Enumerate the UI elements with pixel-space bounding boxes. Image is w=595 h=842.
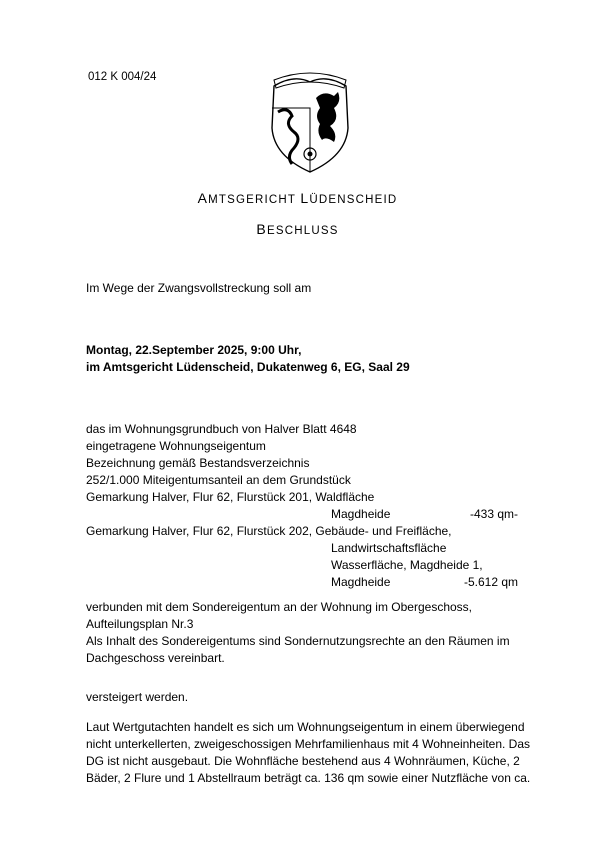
property-line [86, 506, 536, 523]
appraisal-text [86, 719, 536, 787]
parcel-location: Magdheide [331, 507, 391, 521]
nrw-coat-of-arms-icon [264, 68, 356, 178]
property-line: 252/1.000 Miteigentumsanteil an dem Grundstück [86, 473, 351, 487]
text-line: Laut Wertgutachten handelt es sich um Wohnungseigentum in einem überwiegend [86, 720, 525, 734]
text-line: Aufteilungsplan Nr.3 [86, 617, 194, 631]
property-line: eingetragene Wohnungseigentum [86, 439, 266, 453]
parcel-area: -433 qm- [470, 507, 519, 521]
parcel-location: Magdheide [331, 575, 391, 589]
auction-date: Montag, 22.September 2025, 9:00 Uhr, [86, 343, 302, 357]
court-name: AMTSGERICHT LÜDENSCHEID [197, 190, 398, 206]
property-line: Gemarkung Halver, Flur 62, Flurstück 202, Gebäude- und Freifläche, [86, 524, 452, 538]
property-line: Gemarkung Halver, Flur 62, Flurstück 201, Waldfläche [86, 490, 375, 504]
property-description [86, 421, 536, 591]
property-line [86, 574, 536, 591]
aktenzeichen: 012 K 004/24 [88, 71, 157, 83]
intro-text: Im Wege der Zwangsvollstreckung soll am [86, 281, 312, 295]
text-line: nicht unterkellerten, zweigeschossigen Mehrfamilienhaus mit 4 Wohneinheiten. Das [86, 737, 531, 751]
text-line: Dachgeschoss vereinbart. [86, 651, 225, 665]
property-line: Bezeichnung gemäß Bestandsverzeichnis [86, 456, 310, 470]
property-line: Wasserfläche, Magdheide 1, [331, 558, 483, 572]
property-line: Landwirtschaftsfläche [331, 541, 447, 555]
text-line: verbunden mit dem Sondereigentum an der Wohnung im Obergeschoss, [86, 600, 472, 614]
property-line: das im Wohnungsgrundbuch von Halver Blatt 4648 [86, 422, 357, 436]
parcel-area: -5.612 qm [464, 575, 519, 589]
auction-statement: versteigert werden. [86, 690, 189, 704]
document-title: BESCHLUSS [256, 221, 339, 237]
text-line: Als Inhalt des Sondereigentums sind Sondernutzungsrechte an den Räumen im [86, 634, 510, 648]
special-ownership [86, 599, 526, 667]
text-line: Bäder, 2 Flure und 1 Abstellraum beträgt ca. 136 qm sowie einer Nutzfläche von ca. [86, 771, 531, 785]
text-line: DG ist nicht ausgebaut. Die Wohnfläche bestehend aus 4 Wohnräumen, Küche, 2 [86, 754, 520, 768]
auction-location: im Amtsgericht Lüdenscheid, Dukatenweg 6, EG, Saal 29 [86, 360, 410, 374]
